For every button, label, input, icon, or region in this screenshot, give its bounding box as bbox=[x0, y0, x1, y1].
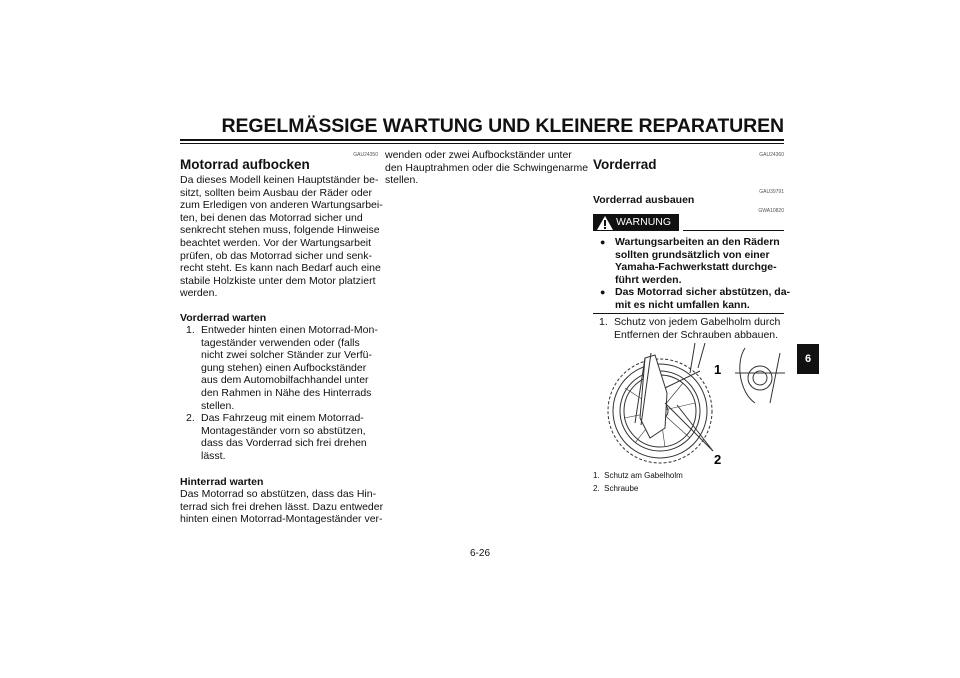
text-line: dass das Vorderrad sich frei drehen bbox=[201, 437, 367, 450]
text-line: den Rahmen in Nähe des Hinterrads bbox=[201, 386, 372, 399]
section-code: GAU24350 bbox=[353, 152, 378, 158]
text-line: ten, bei denen das Motorrad sicher und bbox=[180, 211, 363, 224]
list-item bbox=[180, 324, 378, 412]
section-heading-vorderrad: Vorderrad bbox=[593, 157, 657, 172]
text-line: lässt. bbox=[201, 449, 226, 462]
front-wheel-illustration bbox=[595, 343, 785, 465]
text-line: prüfen, ob das Motorrad sicher und senk- bbox=[180, 249, 373, 262]
text-line: Das Fahrzeug mit einem Motorrad- bbox=[201, 412, 364, 425]
text-line: tageständer verwenden oder (falls bbox=[201, 336, 360, 349]
text-line: 2. Schraube bbox=[593, 483, 639, 493]
text-line: Yamaha-Fachwerkstatt durchge- bbox=[615, 261, 777, 274]
text-line: terrad sich frei drehen lässt. Dazu entweder bbox=[180, 500, 384, 513]
step-number: 1. bbox=[599, 316, 608, 328]
subheading-rear: Hinterrad warten bbox=[180, 476, 264, 488]
warning-rule bbox=[683, 230, 784, 231]
text-line: sollten grundsätzlich von einer bbox=[615, 248, 770, 261]
step-number: 1. bbox=[186, 324, 195, 336]
text-line: Entweder hinten einen Motorrad-Mon- bbox=[201, 324, 378, 336]
step-number: 2. bbox=[186, 412, 195, 425]
warning-label: WARNUNG bbox=[616, 216, 672, 228]
text-line: stabile Holzkiste unter dem Motor platziert bbox=[180, 274, 376, 287]
text-line: Wartungsarbeiten an den Rädern bbox=[615, 236, 780, 248]
page-title: REGELMÄSSIGE WARTUNG UND KLEINERE REPARATUREN bbox=[221, 115, 784, 137]
subheading-front: Vorderrad warten bbox=[180, 312, 267, 324]
list-item bbox=[180, 412, 378, 462]
title-rule bbox=[180, 139, 784, 141]
section-code: GAU39791 bbox=[759, 189, 784, 195]
warning-end-rule bbox=[593, 313, 784, 314]
text-line: wenden oder zwei Aufbockständer unter bbox=[385, 149, 572, 161]
text-line: stellen. bbox=[201, 399, 235, 412]
section-code: GAU24360 bbox=[759, 152, 784, 158]
callout-2: 2 bbox=[714, 452, 722, 465]
text-line: Entfernen der Schrauben abbauen. bbox=[614, 328, 779, 341]
text-line: Schutz von jedem Gabelholm durch bbox=[614, 316, 781, 328]
text-line: zum Erledigen von anderen Wartungsarbei- bbox=[180, 199, 383, 212]
bullet-icon: ● bbox=[600, 287, 606, 298]
text-line: den Hauptrahmen oder die Schwingenarme bbox=[385, 161, 589, 174]
list-item bbox=[593, 316, 780, 341]
chapter-tab: 6 bbox=[797, 344, 819, 374]
warning-item bbox=[600, 286, 790, 311]
warning-item bbox=[600, 236, 790, 286]
remove-steps bbox=[593, 316, 780, 341]
title-rule-thin bbox=[180, 143, 784, 144]
warning-badge bbox=[593, 214, 679, 231]
text-line: nicht zwei solcher Ständer zur Verfü- bbox=[201, 349, 372, 362]
callout-1: 1 bbox=[714, 362, 722, 377]
text-line: Das Motorrad sicher abstützen, da- bbox=[615, 286, 791, 299]
bullet-icon: ● bbox=[600, 237, 606, 247]
text-line: 1. Schutz am Gabelholm bbox=[593, 471, 683, 480]
page-number: 6-26 bbox=[469, 548, 490, 559]
text-line: führt werden. bbox=[615, 273, 682, 286]
text-line: recht steht. Es kann nach Bedarf auch eine bbox=[180, 262, 381, 275]
warning-code: GWA10820 bbox=[758, 208, 784, 214]
text-line: werden. bbox=[180, 287, 218, 300]
text-line: mit es nicht umfallen kann. bbox=[615, 298, 750, 311]
section-heading: Motorrad aufbocken bbox=[180, 157, 310, 172]
text-line: stellen. bbox=[385, 174, 419, 187]
text-line: Da dieses Modell keinen Hauptständer be- bbox=[180, 174, 379, 186]
text-line: sitzt, sollten beim Ausbau der Räder oder bbox=[180, 186, 373, 199]
warning-list bbox=[600, 236, 790, 312]
text-line: hinten einen Motorrad-Montageständer ver- bbox=[180, 513, 383, 526]
continued-paragraph bbox=[385, 149, 588, 187]
rear-paragraph bbox=[180, 488, 383, 526]
text-line: aus dem Automobilfachhandel unter bbox=[201, 374, 369, 387]
front-steps bbox=[180, 324, 378, 463]
intro-paragraph bbox=[180, 174, 383, 300]
text-line: Das Motorrad so abstützen, dass das Hin- bbox=[180, 488, 377, 500]
text-line: beachtet werden. Vor der Wartungsarbeit bbox=[180, 236, 372, 249]
text-line: gung stehen) einen Aufbockständer bbox=[201, 361, 367, 374]
text-line: senkrecht stehen muss, folgende Hinweise bbox=[180, 224, 380, 237]
warning-triangle-icon bbox=[597, 216, 613, 230]
text-line: Montageständer vorn so abstützen, bbox=[201, 424, 366, 437]
subheading-remove: Vorderrad ausbauen bbox=[593, 194, 695, 206]
figure-legend bbox=[593, 470, 683, 495]
